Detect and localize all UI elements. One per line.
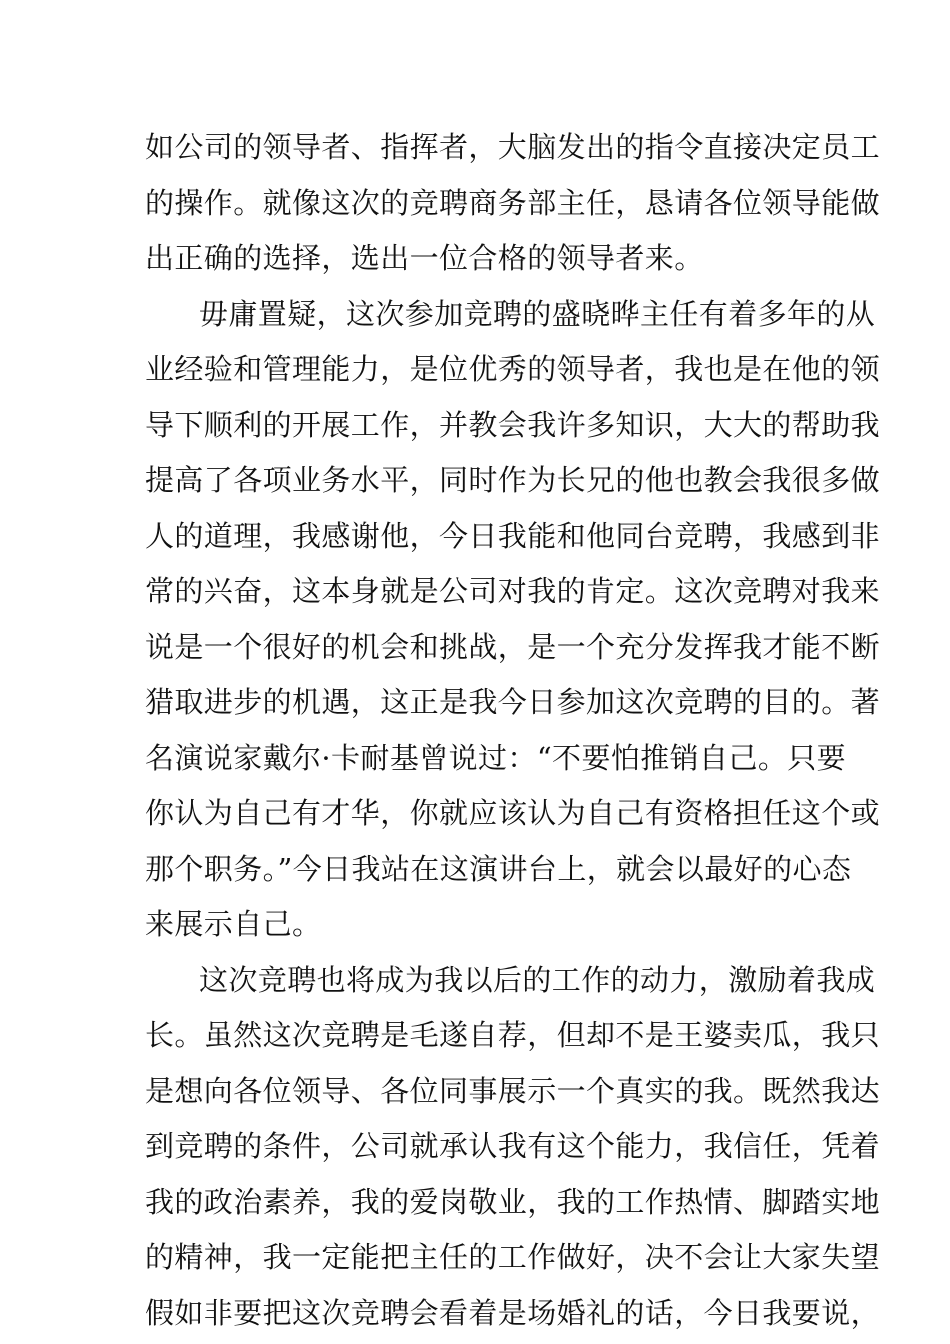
text-line: 说是一个很好的机会和挑战，是一个充分发挥我才能不断 <box>145 630 881 664</box>
text-line: 导下顺利的开展工作，并教会我许多知识，大大的帮助我 <box>145 408 881 442</box>
text-line: 常的兴奋，这本身就是公司对我的肯定。这次竞聘对我来 <box>145 574 881 608</box>
text-line: 假如非要把这次竞聘会看着是场婚礼的话，今日我要说， <box>145 1296 881 1330</box>
text-line: 出正确的选择，选出一位合格的领导者来。 <box>145 241 704 275</box>
text-line: 猎取进步的机遇，这正是我今日参加这次竞聘的目的。著 <box>145 685 881 719</box>
text-line: 那个职务。”今日我站在这演讲台上，就会以最好的心态 <box>145 852 852 886</box>
text-line: 是想向各位领导、各位同事展示一个真实的我。既然我达 <box>145 1074 881 1108</box>
text-line: 的精神，我一定能把主任的工作做好，决不会让大家失望 <box>145 1240 881 1274</box>
text-line: 我的政治素养，我的爱岗敬业，我的工作热情、脚踏实地 <box>145 1185 881 1219</box>
text-line: 你认为自己有才华，你就应该认为自己有资格担任这个或 <box>145 796 881 830</box>
text-line: 业经验和管理能力，是位优秀的领导者，我也是在他的领 <box>145 352 881 386</box>
paragraph-start-line: 这次竞聘也将成为我以后的工作的动力，激励着我成 <box>199 963 876 997</box>
text-line: 人的道理，我感谢他，今日我能和他同台竞聘，我感到非 <box>145 519 881 553</box>
text-line: 如公司的领导者、指挥者，大脑发出的指令直接决定员工 <box>145 130 881 164</box>
text-line: 提高了各项业务水平，同时作为长兄的他也教会我很多做 <box>145 463 881 497</box>
text-line: 到竞聘的条件，公司就承认我有这个能力，我信任，凭着 <box>145 1129 881 1163</box>
text-line: 来展示自己。 <box>145 907 322 941</box>
text-line: 名演说家戴尔·卡耐基曾说过：“不要怕推销自己。只要 <box>145 741 847 775</box>
text-line: 长。虽然这次竞聘是毛遂自荐，但却不是王婆卖瓜，我只 <box>145 1018 881 1052</box>
text-line: 的操作。就像这次的竞聘商务部主任，恳请各位领导能做 <box>145 186 881 220</box>
paragraph-start-line: 毋庸置疑，这次参加竞聘的盛晓晔主任有着多年的从 <box>199 297 876 331</box>
